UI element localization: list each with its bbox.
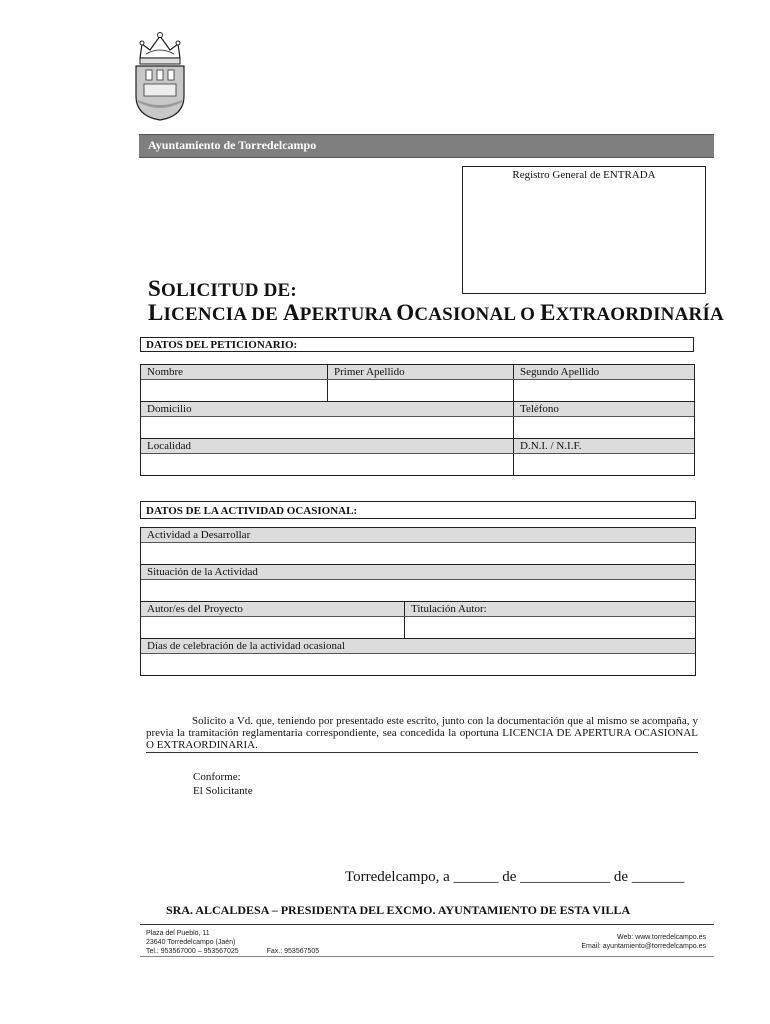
table-row	[141, 528, 695, 564]
titulacion-field[interactable]	[405, 617, 695, 638]
localidad-label: Localidad	[147, 440, 191, 452]
dias-label: Días de celebración de la actividad ocasional	[147, 640, 345, 652]
domicilio-label: Domicilio	[147, 403, 192, 415]
titulacion-label: Titulación Autor:	[411, 603, 487, 615]
segundo-apellido-field[interactable]	[514, 380, 694, 401]
autores-field[interactable]	[141, 617, 404, 638]
solicitud-paragraph: Solicito a Vd. que, teniendo por presentado este escrito, junto con la documentación que al mismo se acompaña, y previa la tramitación reglamentaria correspondiente, sea concedida la oportuna LICENCIA DE APERTURA OCASIONAL O EXTRAORDINARIA.	[146, 715, 698, 751]
dni-label: D.N.I. / N.I.F.	[520, 440, 582, 452]
document-title-line1: SOLICITUD DE:	[148, 276, 297, 301]
fecha-line: Torredelcampo, a ______ de ____________ de _______	[345, 869, 685, 885]
situacion-field[interactable]	[141, 580, 695, 601]
coat-of-arms-icon	[130, 30, 190, 122]
telefono-field[interactable]	[514, 417, 694, 438]
table-row	[141, 365, 694, 401]
conforme-label: Conforme:	[193, 771, 241, 783]
footer-address: Plaza del Pueblo, 11 23640 Torredelcampo (Jaén) Tel.: 953567000 – 953567025 Fax.: 953567505	[146, 930, 320, 955]
dias-field[interactable]	[141, 654, 695, 675]
divider	[140, 924, 714, 925]
footer-contact	[581, 933, 706, 951]
autores-label: Autor/es del Proyecto	[147, 603, 243, 615]
section-heading-actividad: DATOS DE LA ACTIVIDAD OCASIONAL:	[140, 501, 696, 519]
organization-header-bar	[139, 134, 714, 158]
table-row	[141, 601, 695, 638]
peticionario-table	[140, 364, 695, 476]
telefono-label: Teléfono	[520, 403, 559, 415]
divider	[146, 752, 698, 753]
situacion-label: Situación de la Actividad	[147, 566, 258, 578]
primer-apellido-field[interactable]	[328, 380, 513, 401]
nombre-label: Nombre	[147, 366, 184, 378]
registro-label: Registro General de ENTRADA	[512, 169, 656, 181]
segundo-apellido-label: Segundo Apellido	[520, 366, 600, 378]
footer-web: Web: www.torredelcampo.es	[617, 934, 706, 941]
solicitante-label: El Solicitante	[193, 785, 253, 797]
divider	[140, 956, 714, 957]
actividad-field[interactable]	[141, 543, 695, 564]
localidad-field[interactable]	[141, 454, 513, 475]
table-row	[141, 401, 694, 438]
document-title-line2: LICENCIA DE APERTURA OCASIONAL O EXTRAORDINARÍA	[148, 300, 724, 325]
domicilio-field[interactable]	[141, 417, 513, 438]
actividad-label: Actividad a Desarrollar	[147, 529, 251, 541]
registro-entrada-box	[462, 166, 706, 294]
table-row	[141, 564, 695, 601]
table-row	[141, 638, 695, 675]
nombre-field[interactable]	[141, 380, 327, 401]
primer-apellido-label: Primer Apellido	[334, 366, 405, 378]
footer-email: Email: ayuntamiento@torredelcampo.es	[581, 943, 706, 950]
actividad-table	[140, 527, 696, 676]
alcaldesa-heading: SRA. ALCALDESA – PRESIDENTA DEL EXCMO. AYUNTAMIENTO DE ESTA VILLA	[166, 903, 631, 917]
organization-name: Ayuntamiento de Torredelcampo	[148, 138, 317, 152]
dni-field[interactable]	[514, 454, 694, 475]
section-heading-peticionario: DATOS DEL PETICIONARIO:	[140, 337, 694, 352]
table-row	[141, 438, 694, 475]
